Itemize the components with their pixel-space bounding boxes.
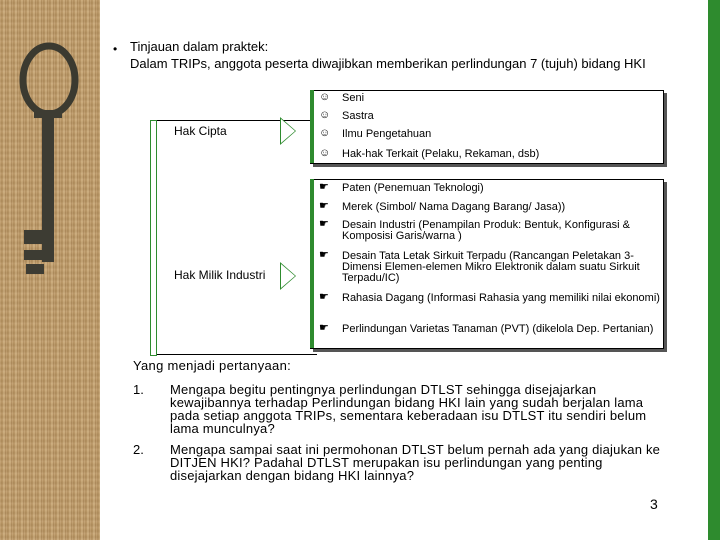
smiley-icon: ☺ xyxy=(319,127,331,139)
hak-milik-item: Paten (Penemuan Teknologi) xyxy=(342,182,484,194)
hak-milik-box-accent xyxy=(310,179,314,348)
hak-cipta-arrow-fill xyxy=(281,119,295,143)
pointing-hand-icon: ☛ xyxy=(319,218,329,230)
pointing-hand-icon: ☛ xyxy=(319,291,329,303)
hak-milik-industri-label: Hak Milik Industri xyxy=(174,268,266,282)
title-line-1: Tinjauan dalam praktek: xyxy=(130,39,269,54)
smiley-icon: ☺ xyxy=(319,109,331,121)
hak-cipta-label: Hak Cipta xyxy=(174,124,227,138)
page-number: 3 xyxy=(650,496,658,512)
hki-bracket-bar xyxy=(150,120,157,356)
hak-cipta-box-accent xyxy=(310,90,314,163)
hak-milik-item: Desain Tata Letak Sirkuit Terpadu (Rancangan Peletakan 3-Dimensi Elemen-elemen Mikro Elektronik dalam suatu Sirkuit Terpadu/IC) xyxy=(342,250,640,284)
bullet-marker: • xyxy=(113,42,118,56)
hak-milik-item: Merek (Simbol/ Nama Dagang Barang/ Jasa)) xyxy=(342,201,566,213)
pointing-hand-icon: ☛ xyxy=(319,200,329,212)
smiley-icon: ☺ xyxy=(319,147,331,159)
hak-cipta-item: Hak-hak Terkait (Pelaku, Rekaman, dsb) xyxy=(342,148,540,160)
hak-cipta-item: Seni xyxy=(342,92,365,104)
questions-heading: Yang menjadi pertanyaan: xyxy=(133,358,292,373)
hak-cipta-item: Ilmu Pengetahuan xyxy=(342,128,432,140)
bracket-bottom-line xyxy=(157,354,317,355)
question-number: 2. xyxy=(133,442,144,457)
question-text: Mengapa sampai saat ini permohonan DTLST belum pernah ada yang diajukan ke DITJEN HKI? Padahal DTLST merupakan isu perlindungan yang penting disejajarkan dengan bidang HKI lainnya? xyxy=(170,442,661,483)
question-text: Mengapa begitu pentingnya perlindungan DTLST sehingga disejajarkan kewajibannya terhadap Perlindungan bidang HKI lain yang sudah berjalan lama pada setiap anggota TRIPs, sementara keberadaan isu DTLST itu sendiri belum lama munculnya? xyxy=(170,382,647,436)
hak-milik-arrow-fill xyxy=(281,264,295,288)
question-number: 1. xyxy=(133,382,144,397)
hak-milik-item: Perlindungan Varietas Tanaman (PVT) (dikelola Dep. Pertanian) xyxy=(342,323,654,335)
hak-milik-item: Rahasia Dagang (Informasi Rahasia yang memiliki nilai ekonomi) xyxy=(342,292,660,304)
smiley-icon: ☺ xyxy=(319,91,331,103)
title-line-2: Dalam TRIPs, anggota peserta diwajibkan memberikan perlindungan 7 (tujuh) bidang HKI xyxy=(130,56,646,71)
green-accent-bar xyxy=(708,0,720,540)
slide-title xyxy=(130,38,705,72)
pointing-hand-icon: ☛ xyxy=(319,249,329,261)
key-image xyxy=(4,40,94,300)
pointing-hand-icon: ☛ xyxy=(319,181,329,193)
hak-cipta-item: Sastra xyxy=(342,110,374,122)
pointing-hand-icon: ☛ xyxy=(319,322,329,334)
hak-milik-item: Desain Industri (Penampilan Produk: Bentuk, Konfigurasi & Komposisi Garis/warna ) xyxy=(342,219,630,242)
